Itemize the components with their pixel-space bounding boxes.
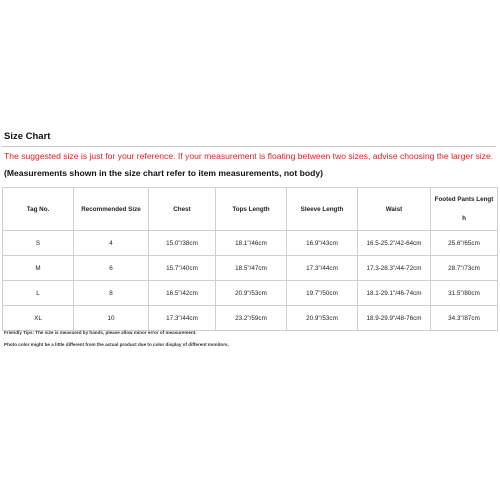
page-title: Size Chart [4,131,51,142]
cell-sleeve-length: 19.7"/50cm [287,281,358,306]
cell-sleeve-length: 17.3"/44cm [287,256,358,281]
header-waist: Waist [358,188,431,231]
cell-tops-length: 23.2"/59cm [216,306,287,331]
cell-waist: 17.3-28.3"/44-72cm [358,256,431,281]
cell-tops-length: 18.1"/46cm [216,231,287,256]
table-row [3,281,498,306]
cell-recommended-size: 10 [74,306,149,331]
cell-chest: 15.7"/40cm [149,256,216,281]
cell-chest: 17.3"/44cm [149,306,216,331]
header-tops-length: Tops Length [216,188,287,231]
cell-tops-length: 18.5"/47cm [216,256,287,281]
cell-chest: 15.0"/38cm [149,231,216,256]
header-recommended-size: Recommended Size [74,188,149,231]
cell-chest: 16.5"/42cm [149,281,216,306]
size-notice: The suggested size is just for your reference. If your measurement is floating between two sizes, advise choosing the larger size. [4,151,494,161]
cell-tops-length: 20.9"/53cm [216,281,287,306]
cell-tag-no: M [3,256,74,281]
cell-recommended-size: 4 [74,231,149,256]
cell-tag-no: L [3,281,74,306]
header-tag-no: Tag No. [3,188,74,231]
cell-footed-pants-length: 34.3"/87cm [431,306,498,331]
cell-sleeve-length: 16.9"/43cm [287,231,358,256]
cell-waist: 18.9-29.9"/48-76cm [358,306,431,331]
header-chest: Chest [149,188,216,231]
friendly-tip: Friendly Tips: The size is measured by hands, please allow minor error of measurement. [4,330,197,335]
color-disclaimer: Photo color might be a little different from the actual product due to color display of different monitors. [4,342,229,347]
cell-footed-pants-length: 31.5"/80cm [431,281,498,306]
table-row [3,231,498,256]
cell-waist: 18.1-29.1"/46-74cm [358,281,431,306]
cell-recommended-size: 8 [74,281,149,306]
cell-recommended-size: 6 [74,256,149,281]
cell-tag-no: S [3,231,74,256]
cell-footed-pants-length: 28.7"/73cm [431,256,498,281]
header-footed-pants-length: Footed Pants Lengt h [431,188,498,231]
divider [2,146,496,147]
cell-footed-pants-length: 25.6"/65cm [431,231,498,256]
cell-waist: 16.5-25.2"/42-64cm [358,231,431,256]
table-row [3,256,498,281]
table-row [3,306,498,331]
cell-sleeve-length: 20.9"/53cm [287,306,358,331]
size-table [2,187,498,331]
table-header-row [3,188,498,231]
header-sleeve-length: Sleeve Length [287,188,358,231]
measurement-note: (Measurements shown in the size chart refer to item measurements, not body) [4,168,323,178]
cell-tag-no: XL [3,306,74,331]
